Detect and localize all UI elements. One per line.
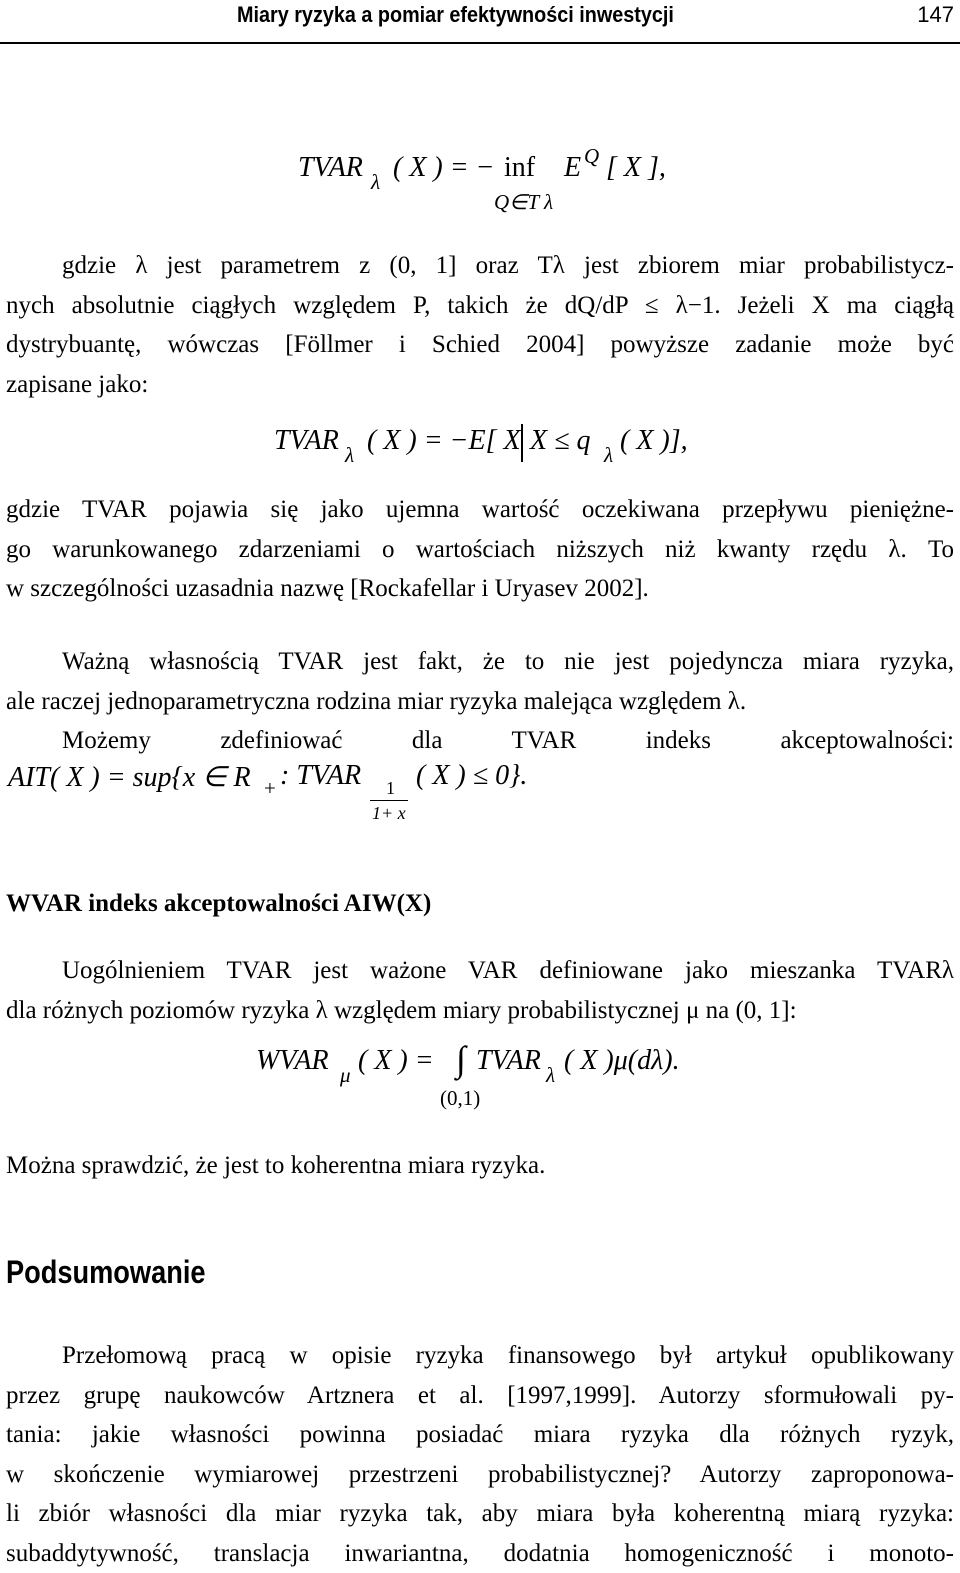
paragraph-line: li zbiór własności dla miar ryzyka tak, aby miara była koherentną miarą ryzyka: bbox=[6, 1494, 954, 1534]
paragraph-line: przez grupę naukowców Artznera et al. [1997,1999]. Autorzy sformułowali py- bbox=[6, 1376, 954, 1416]
paragraph-line: nych absolutnie ciągłych względem P, takich że dQ/dP ≤ λ−1. Jeżeli X ma ciągłą bbox=[6, 286, 954, 326]
eq-end: ( X )], bbox=[620, 425, 688, 457]
paragraph-line: w szczególności uzasadnia nazwę [Rockafellar i Uryasev 2002]. bbox=[6, 569, 954, 609]
paragraph-line: w skończenie wymiarowej przestrzeni probabilistycznej? Autorzy zaproponowa- bbox=[6, 1455, 954, 1495]
eq-rest: ( X ) = − bbox=[393, 152, 495, 184]
paragraph-4 bbox=[6, 951, 954, 1030]
eq-middle: ( X ) = bbox=[358, 1045, 434, 1077]
subheading-wvar: WVAR indeks akceptowalności AIW(X) bbox=[6, 890, 431, 918]
paragraph-3 bbox=[6, 642, 954, 761]
eq-ait-right: ( X ) ≤ 0}. bbox=[416, 760, 527, 792]
integral-sign: ∫ bbox=[456, 1038, 466, 1080]
eq-tvar-label: TVAR bbox=[298, 152, 363, 184]
paragraph-line: Możemy zdefiniować dla TVAR indeks akceptowalności: bbox=[6, 721, 954, 761]
eq-end: ( X )μ(dλ). bbox=[564, 1045, 680, 1077]
eq-expectation: E bbox=[564, 152, 581, 184]
paragraph-line: ale raczej jednoparametryczna rodzina miar ryzyka malejąca względem λ. bbox=[6, 682, 954, 722]
eq-inf: inf bbox=[504, 152, 535, 184]
eq-tvar: TVAR bbox=[476, 1045, 541, 1077]
eq-ait-left: AIT( X ) = sup{x ∈ R bbox=[8, 760, 251, 794]
eq-middle: ( X ) = −E[ X bbox=[367, 425, 521, 457]
eq-mu-sub: μ bbox=[340, 1063, 351, 1088]
conditional-bar bbox=[521, 424, 523, 462]
eq-lambda-sub: λ bbox=[371, 170, 380, 195]
paragraph-5 bbox=[6, 1146, 954, 1186]
paragraph-line: dystrybuantę, wówczas [Föllmer i Schied 2004] powyższe zadanie może być bbox=[6, 325, 954, 365]
running-title: Miary ryzyka a pomiar efektywności inwestycji bbox=[237, 2, 674, 28]
paragraph-1 bbox=[6, 246, 954, 404]
eq-bracket: [ X ], bbox=[606, 152, 666, 184]
eq-wvar-label: WVAR bbox=[256, 1045, 329, 1077]
paragraph-line: go warunkowanego zdarzeniami o wartościach niższych niż kwanty rzędu λ. To bbox=[6, 530, 954, 570]
section-title: Podsumowanie bbox=[6, 1254, 205, 1291]
paragraph-line: Przełomową pracą w opisie ryzyka finansowego był artykuł opublikowany bbox=[6, 1336, 954, 1376]
paragraph-line: Można sprawdzić, że jest to koherentna miara ryzyka. bbox=[6, 1146, 954, 1186]
eq-frac-num: 1 bbox=[386, 778, 395, 799]
paragraph-line: gdzie λ jest parametrem z (0, 1] oraz Tλ jest zbiorem miar probabilistycz- bbox=[6, 246, 954, 286]
eq-tvar-label: TVAR bbox=[274, 425, 339, 457]
eq-under-integral: (0,1) bbox=[440, 1086, 480, 1111]
eq-lambda-sub: λ bbox=[345, 443, 354, 468]
eq-condition: X ≤ q bbox=[530, 425, 590, 457]
running-header bbox=[0, 0, 960, 44]
paragraph-line: Ważną własnością TVAR jest fakt, że to nie jest pojedyncza miara ryzyka, bbox=[6, 642, 954, 682]
paragraph-2 bbox=[6, 490, 954, 609]
eq-plus-sub: + bbox=[264, 776, 276, 801]
eq-frac-den: 1+ x bbox=[372, 803, 406, 824]
page-number: 147 bbox=[917, 2, 954, 28]
eq-lambda-sub: λ bbox=[604, 443, 613, 468]
paragraph-line: subaddytywność, translacja inwariantna, dodatnia homogeniczność i monoto- bbox=[6, 1534, 954, 1573]
eq-under-inf: Q∈T λ bbox=[494, 190, 553, 215]
eq-sup-q: Q bbox=[584, 144, 599, 169]
paragraph-line: gdzie TVAR pojawia się jako ujemna wartość oczekiwana przepływu pieniężne- bbox=[6, 490, 954, 530]
paragraph-6 bbox=[6, 1336, 954, 1573]
paragraph-line: Uogólnieniem TVAR jest ważone VAR definiowane jako mieszanka TVARλ bbox=[6, 951, 954, 991]
paragraph-line: dla różnych poziomów ryzyka λ względem miary probabilistycznej μ na (0, 1]: bbox=[6, 991, 954, 1031]
paragraph-line: zapisane jako: bbox=[6, 365, 954, 405]
fraction-bar bbox=[370, 800, 408, 801]
eq-ait-tvar: : TVAR bbox=[280, 760, 361, 792]
paragraph-line: tania: jakie własności powinna posiadać miara ryzyka dla różnych ryzyk, bbox=[6, 1415, 954, 1455]
eq-lambda-sub: λ bbox=[546, 1063, 555, 1088]
